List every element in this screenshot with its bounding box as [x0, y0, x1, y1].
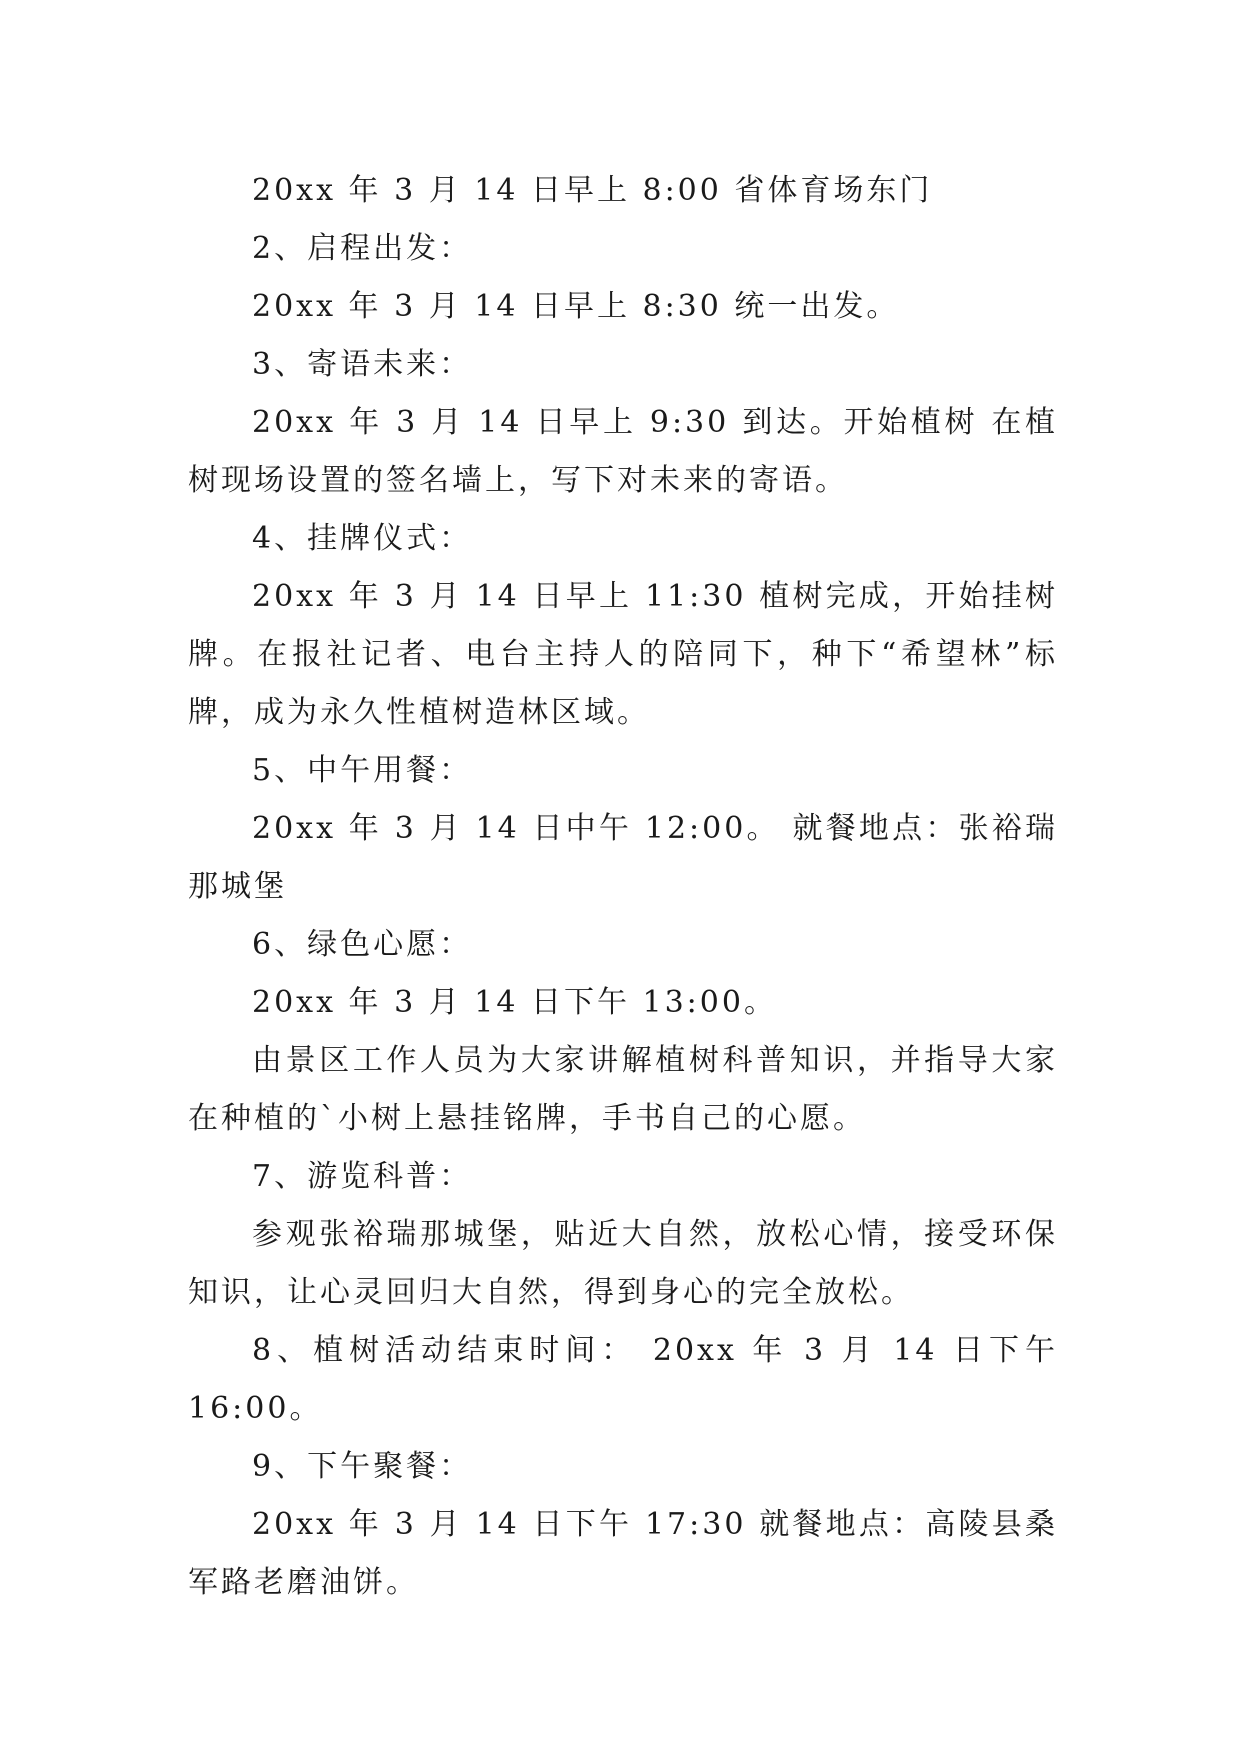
paragraph-sightseeing: 参观张裕瑞那城堡，贴近大自然，放松心情，接受环保知识，让心灵回归大自然，得到身心的完全放松。: [188, 1217, 1058, 1310]
paragraph-green-wish-detail: 由景区工作人员为大家讲解植树科普知识，并指导大家在种植的`小树上悬挂铭牌，手书自己的心愿。: [188, 1043, 1058, 1136]
heading-plaque-ceremony: 4、挂牌仪式：: [252, 521, 473, 556]
paragraph-green-wish-time: 20xx 年 3 月 14 日下午 13:00。: [252, 985, 777, 1020]
heading-future-message: 3、寄语未来：: [252, 347, 473, 382]
document-body: [188, 162, 1071, 1612]
heading-dinner: 9、下午聚餐：: [252, 1449, 473, 1484]
heading-departure: 2、启程出发：: [252, 231, 473, 266]
heading-green-wish: 6、绿色心愿：: [252, 927, 473, 962]
paragraph-dinner: 20xx 年 3 月 14 日下午 17:30 就餐地点：高陵县桑军路老磨油饼。: [188, 1507, 1058, 1600]
paragraph-departure: 20xx 年 3 月 14 日早上 8:30 统一出发。: [252, 289, 900, 324]
heading-lunch: 5、中午用餐：: [252, 753, 473, 788]
paragraph-gathering-time: 20xx 年 3 月 14 日早上 8:00 省体育场东门: [252, 173, 933, 208]
paragraph-plaque-ceremony: 20xx 年 3 月 14 日早上 11:30 植树完成，开始挂树牌。在报社记者、电台主持人的陪同下，种下“希望林”标牌，成为永久性植树造林区域。: [188, 579, 1058, 730]
paragraph-end-time: 8、植树活动结束时间： 20xx 年 3 月 14 日下午 16:00。: [188, 1333, 1071, 1426]
heading-sightseeing: 7、游览科普：: [252, 1159, 473, 1194]
paragraph-future-message: 20xx 年 3 月 14 日早上 9:30 到达。开始植树 在植树现场设置的签名墙上，写下对未来的寄语。: [188, 405, 1058, 498]
paragraph-lunch: 20xx 年 3 月 14 日中午 12:00。 就餐地点：张裕瑞那城堡: [188, 811, 1058, 904]
